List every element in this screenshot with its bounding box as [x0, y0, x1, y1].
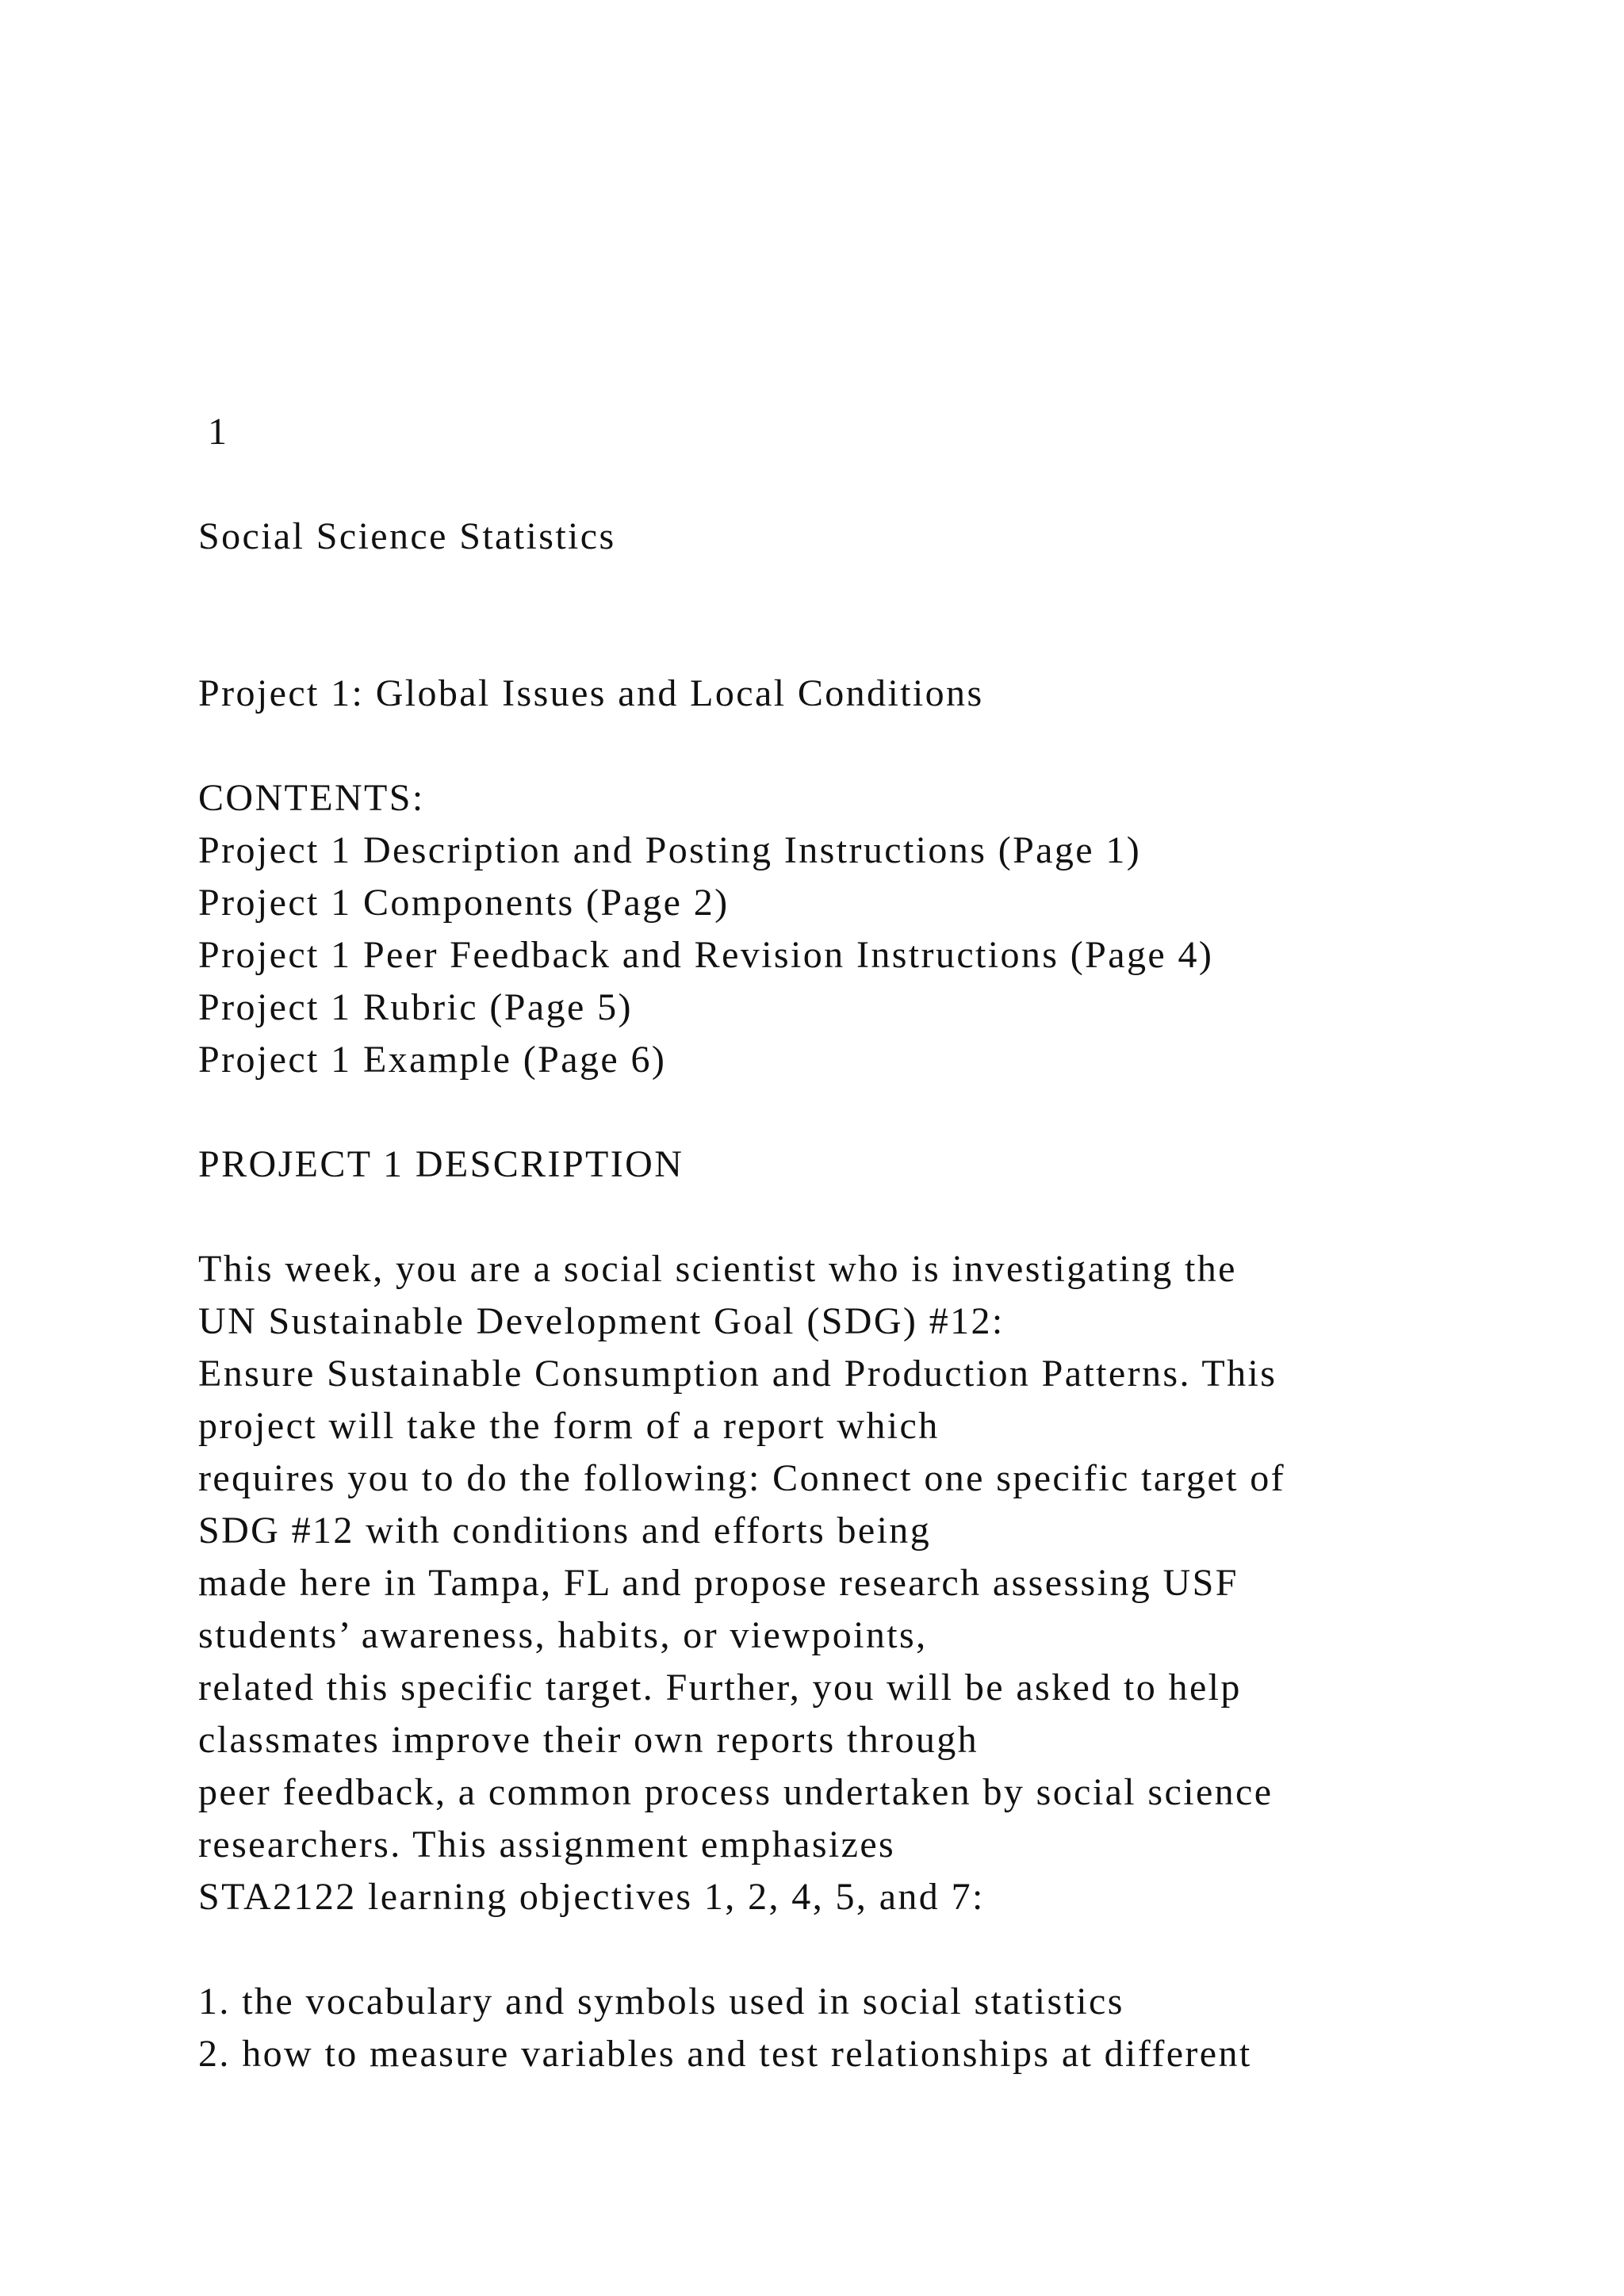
description-line: researchers. This assignment emphasizes [198, 1823, 896, 1866]
contents-heading: CONTENTS: [198, 777, 425, 819]
blank-line [198, 1923, 1546, 1976]
description-line: requires you to do the following: Connect one specific target of [198, 1457, 1286, 1499]
description-line: made here in Tampa, FL and propose research assessing USF [198, 1562, 1239, 1604]
blank-line [198, 458, 1546, 511]
description-line: classmates improve their own reports through [198, 1719, 979, 1761]
description-line: project will take the form of a report which [198, 1405, 940, 1447]
contents-item: Project 1 Example (Page 6) [198, 1039, 667, 1081]
description-line: students’ awareness, habits, or viewpoints, [198, 1614, 928, 1656]
blank-line [198, 1191, 1546, 1243]
description-line: Ensure Sustainable Consumption and Production Patterns. This [198, 1353, 1277, 1395]
contents-item: Project 1 Rubric (Page 5) [198, 986, 633, 1028]
course-title: Social Science Statistics [198, 515, 616, 557]
description-heading: PROJECT 1 DESCRIPTION [198, 1143, 684, 1185]
contents-item: Project 1 Components (Page 2) [198, 882, 730, 924]
blank-line [198, 1086, 1546, 1138]
description-line: UN Sustainable Development Goal (SDG) #12: [198, 1300, 1005, 1342]
contents-item: Project 1 Description and Posting Instructions (Page 1) [198, 829, 1142, 871]
description-line: SDG #12 with conditions and efforts being [198, 1510, 932, 1552]
project-title: Project 1: Global Issues and Local Conditions [198, 672, 984, 714]
objective-item: 1. the vocabulary and symbols used in social statistics [198, 1980, 1124, 2022]
description-line: related this specific target. Further, you will be asked to help [198, 1667, 1242, 1709]
description-line: STA2122 learning objectives 1, 2, 4, 5, and 7: [198, 1876, 985, 1918]
objective-item: 2. how to measure variables and test relationships at different [198, 2033, 1252, 2075]
blank-gap [198, 563, 1546, 668]
contents-item: Project 1 Peer Feedback and Revision Instructions (Page 4) [198, 934, 1214, 976]
page-number: 1 [208, 411, 229, 453]
blank-line [198, 720, 1546, 772]
description-line: This week, you are a social scientist who is investigating the [198, 1248, 1237, 1290]
document-body [198, 406, 1546, 2080]
description-line: peer feedback, a common process undertaken by social science [198, 1771, 1274, 1813]
